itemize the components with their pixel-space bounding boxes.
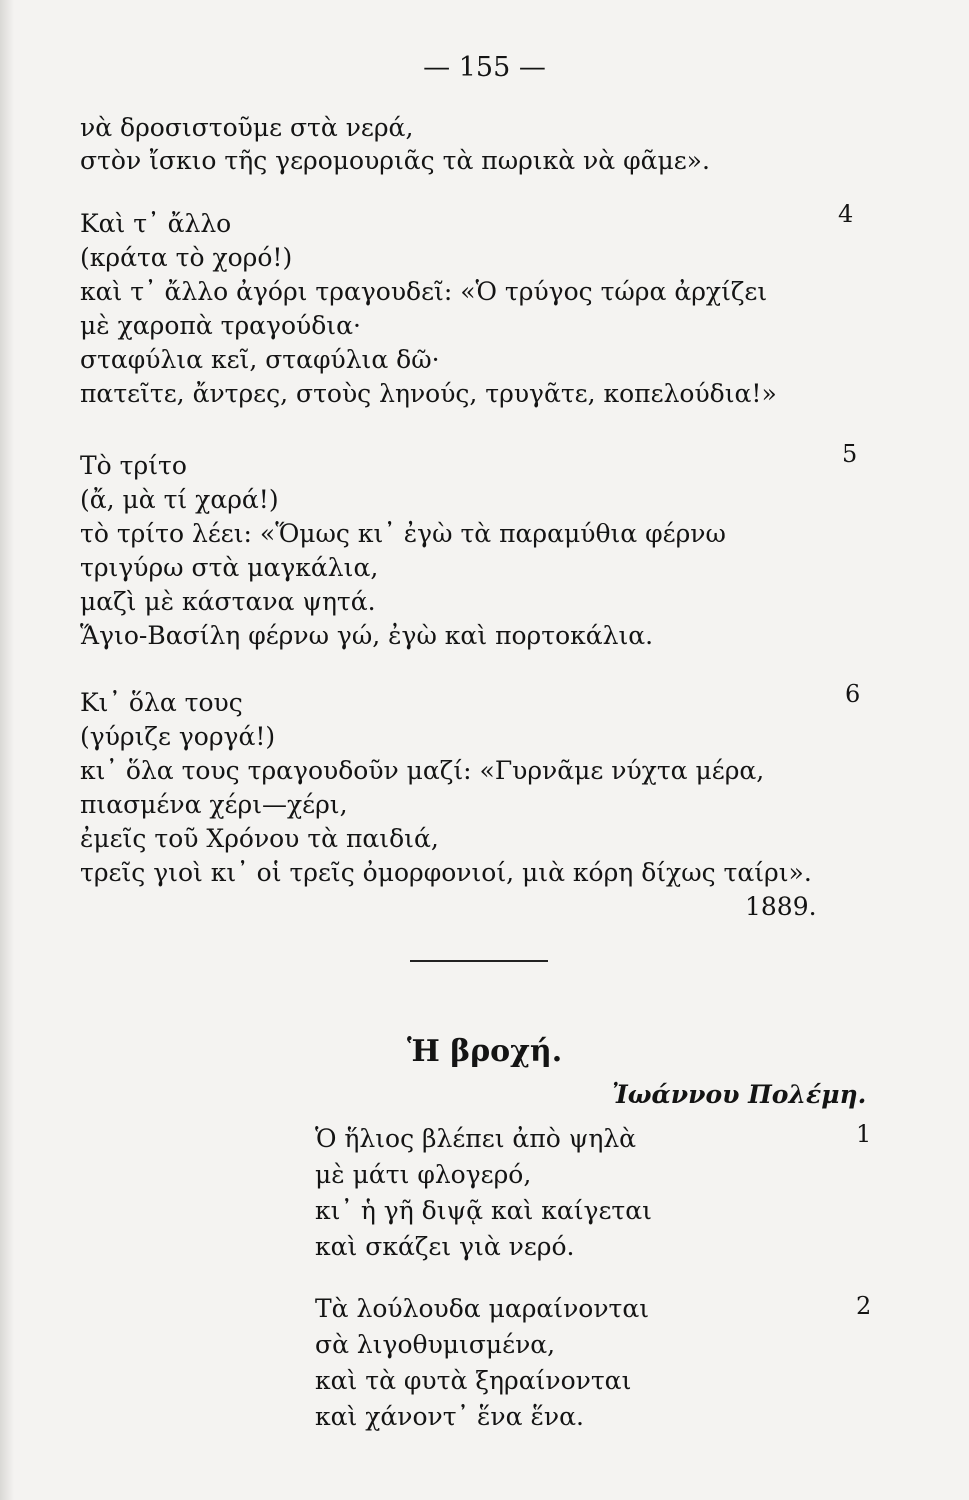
poem-line: Καὶ τ᾿ ἄλλο: [80, 209, 232, 238]
poem-line: καὶ σκάζει γιὰ νερό.: [315, 1232, 575, 1261]
poem-line: (ἄ, μὰ τί χαρά!): [80, 485, 279, 514]
page-edge-shadow: [0, 0, 14, 1500]
stanza-number: 5: [842, 440, 858, 468]
poem-line: σὰ λιγοθυμισμένα,: [315, 1330, 556, 1359]
poem-line: (κράτα τὸ χορό!): [80, 243, 293, 272]
poem-line: κι᾿ ἡ γῆ διψᾷ καὶ καίγεται: [315, 1196, 652, 1225]
poem-line: (γύριζε γοργά!): [80, 722, 276, 751]
poem-line: καὶ τὰ φυτὰ ξηραίνονται: [315, 1366, 632, 1395]
poem-line: πιασμένα χέρι—χέρι,: [80, 790, 348, 819]
page-number: — 155 —: [423, 52, 546, 83]
poem-line: Κι᾿ ὅλα τους: [80, 688, 243, 717]
poem-line: μὲ μάτι φλογερό,: [315, 1160, 532, 1189]
poem-line: τὸ τρίτο λέει: «Ὅμως κι᾿ ἐγὼ τὰ παραμύθια φέρνω: [80, 519, 726, 548]
stanza-number: 1: [856, 1120, 872, 1148]
poem-year: 1889.: [745, 892, 817, 921]
poem-line: σταφύλια κεῖ, σταφύλια δῶ·: [80, 345, 440, 374]
poem-line: πατεῖτε, ἄντρες, στοὺς ληνούς, τρυγᾶτε, κοπελούδια!»: [80, 379, 777, 408]
poem-line: μὲ χαροπὰ τραγούδια·: [80, 311, 361, 340]
stanza-number: 4: [838, 200, 854, 228]
poem-line: στὸν ἴσκιο τῆς γερομουριᾶς τὰ πωρικὰ νὰ φᾶμε».: [80, 146, 710, 175]
poem-line: Ἅγιο-Βασίλη φέρνω γώ, ἐγὼ καὶ πορτοκάλια.: [80, 621, 654, 650]
poem-line: τρεῖς γιοὶ κι᾿ οἱ τρεῖς ὀμορφονιοί, μιὰ κόρη δίχως ταίρι».: [80, 858, 812, 887]
poem-author: Ἰωάννου Πολέμη.: [612, 1080, 867, 1109]
poem-line: καὶ χάνοντ᾿ ἕνα ἕνα.: [315, 1402, 584, 1431]
stanza-number: 2: [856, 1292, 872, 1320]
poem-line: Τὰ λούλουδα μαραίνονται: [315, 1294, 650, 1323]
poem-line: ἐμεῖς τοῦ Χρόνου τὰ παιδιά,: [80, 824, 439, 853]
poem-line: κι᾿ ὅλα τους τραγουδοῦν μαζί: «Γυρνᾶμε νύχτα μέρα,: [80, 756, 765, 785]
poem-title: Ἡ βροχή.: [407, 1034, 563, 1069]
poem-line: Τὸ τρίτο: [80, 451, 187, 480]
poem-line: μαζὶ μὲ κάστανα ψητά.: [80, 587, 376, 616]
stanza-number: 6: [845, 680, 861, 708]
poem-line: νὰ δροσιστοῦμε στὰ νερά,: [80, 113, 414, 142]
poem-line: καὶ τ᾿ ἄλλο ἀγόρι τραγουδεῖ: «Ὁ τρύγος τώρα ἀρχίζει: [80, 277, 768, 306]
poem-line: τριγύρω στὰ μαγκάλια,: [80, 553, 379, 582]
section-divider: [410, 960, 548, 962]
poem-line: Ὁ ἥλιος βλέπει ἀπὸ ψηλὰ: [315, 1124, 637, 1153]
